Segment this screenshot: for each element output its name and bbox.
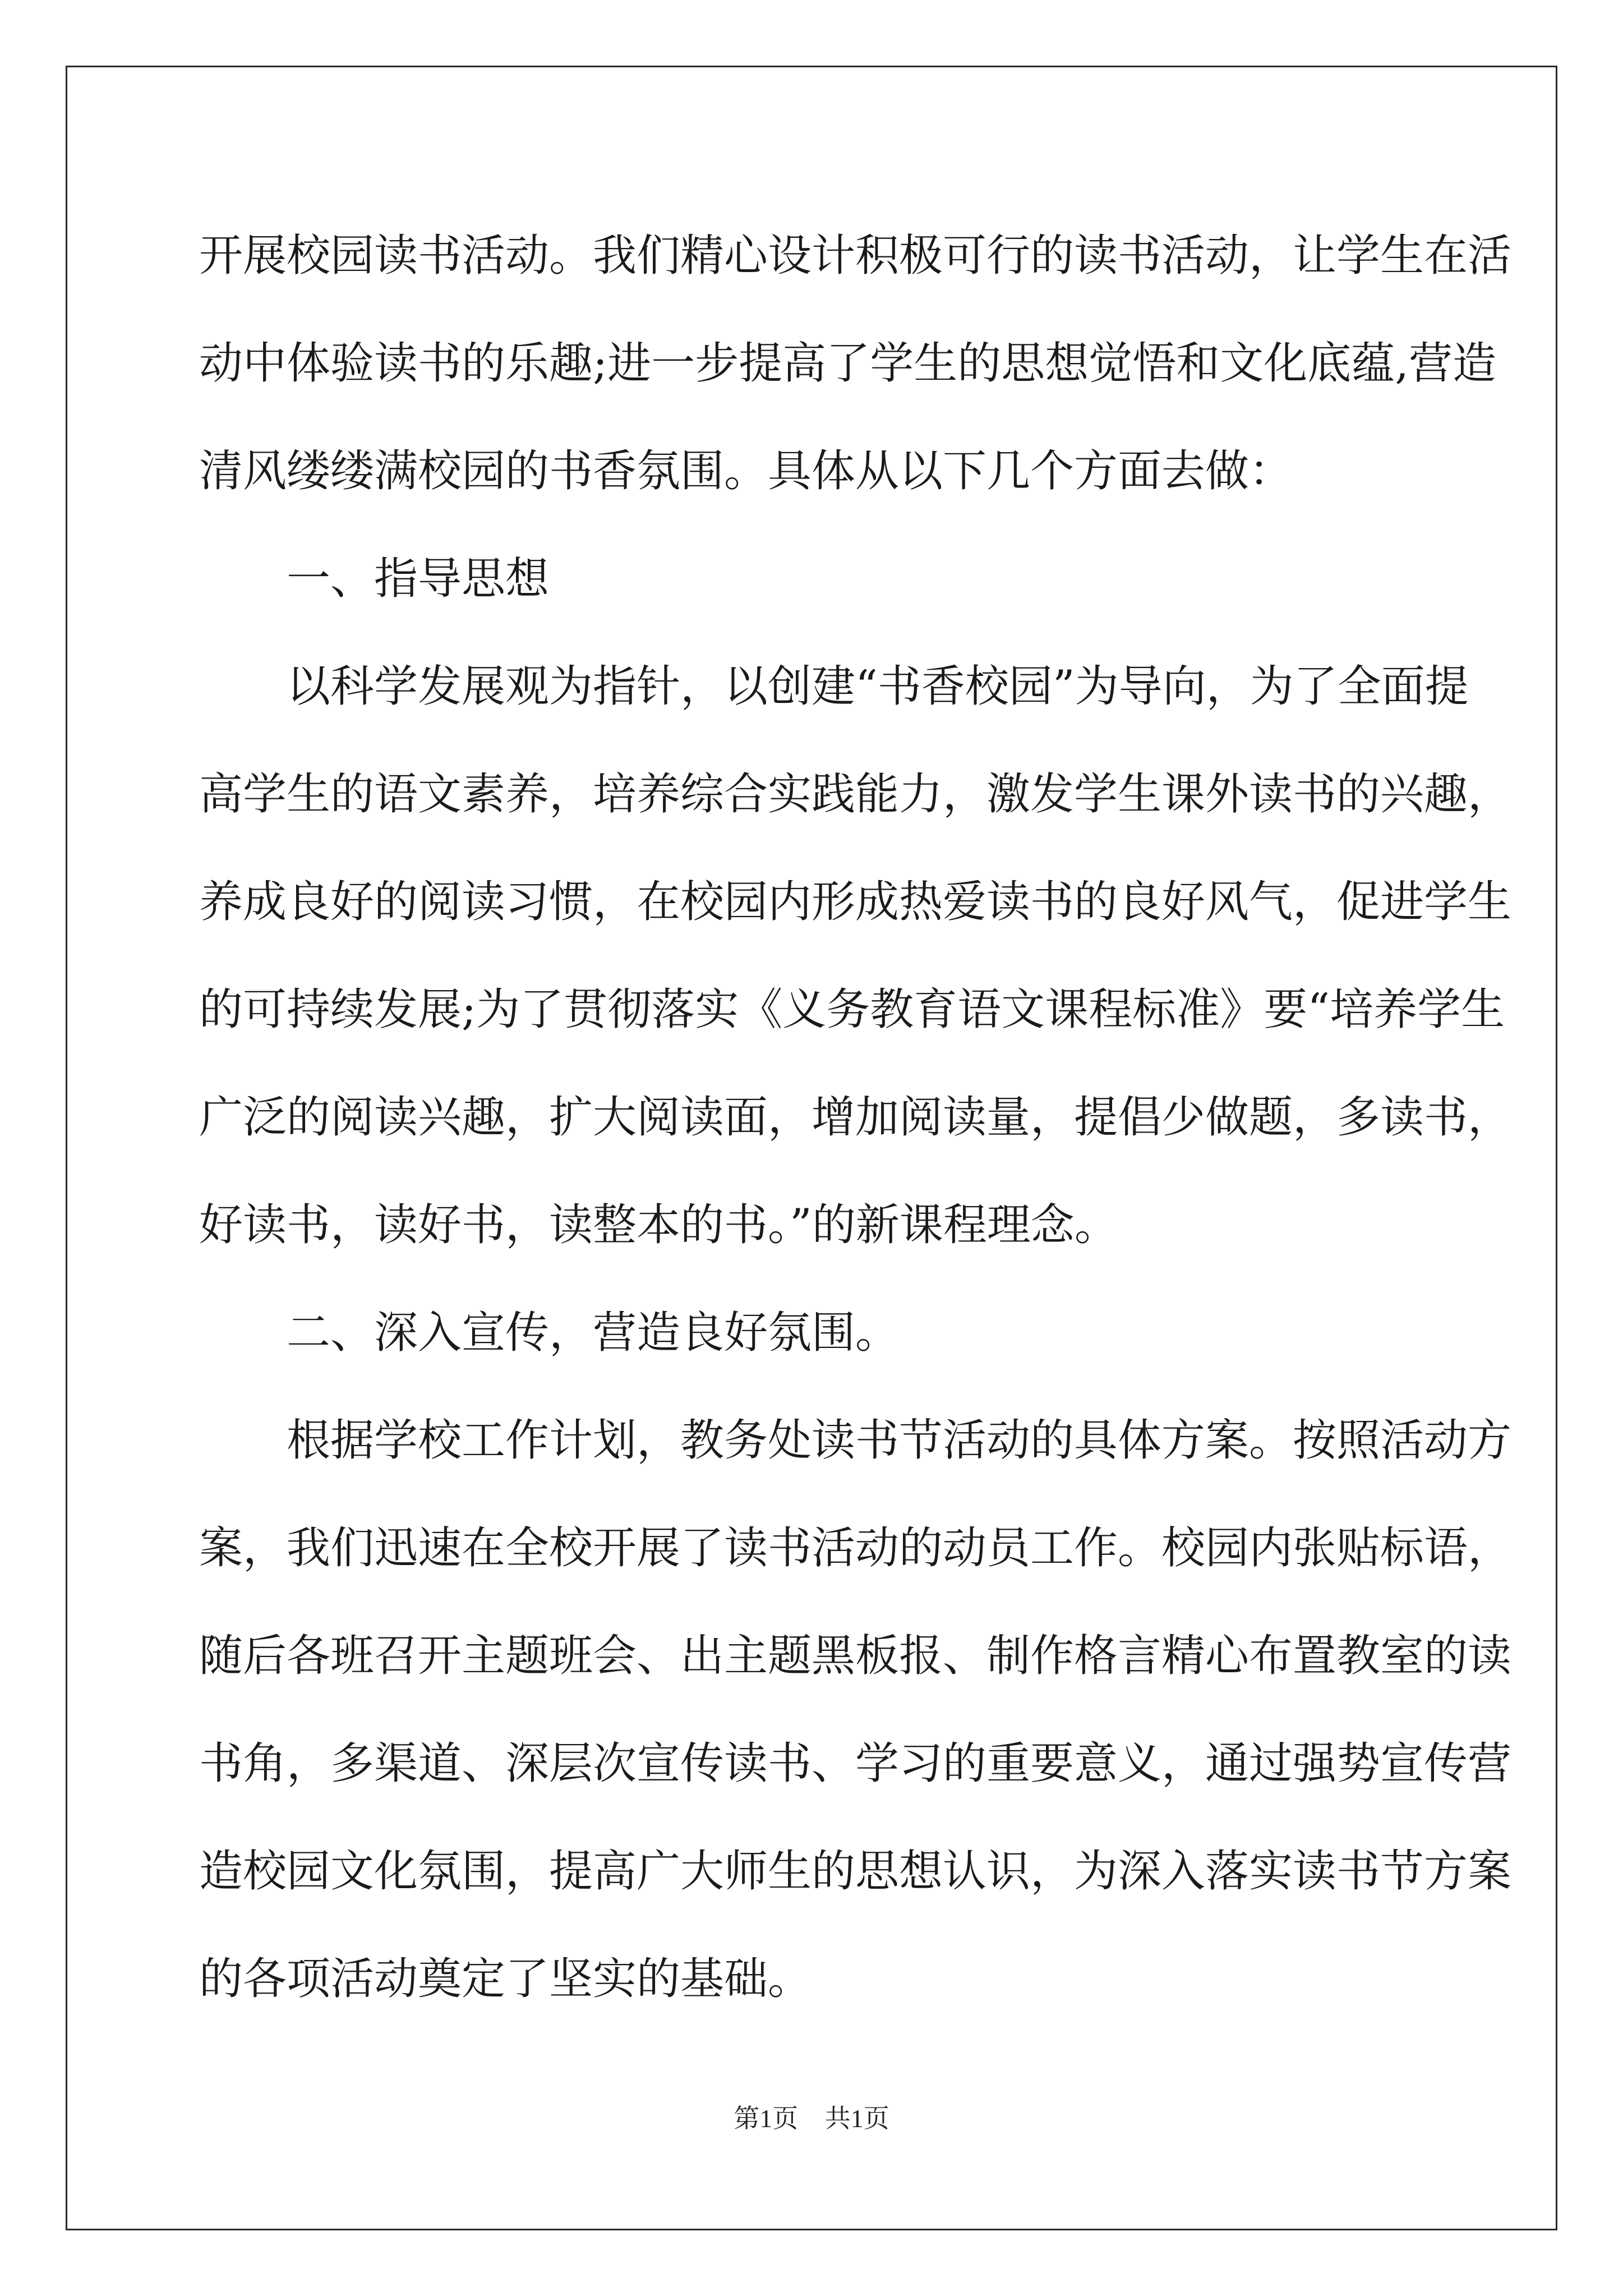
page-count: 共1页 [824,2104,889,2133]
heading-text: 二、深入宣传，营造良好氛围。 [287,1308,900,1358]
text-line: 养成良好的阅读习惯，在校园内形成热爱读书的良好风气，促进学生 [199,877,1512,927]
page-footer [0,2098,1623,2135]
text-line: 以科学发展观为指针，以创建“书香校园”为导向，为了全面提 [287,661,1469,712]
text-line: 的各项活动奠定了坚实的基础。 [199,1954,812,2004]
text-line: 根据学校工作计划，教务处读书节活动的具体方案。按照活动方 [287,1415,1512,1466]
text-line: 高学生的语文素养，培养综合实践能力，激发学生课外读书的兴趣， [199,769,1512,820]
section-heading-guiding-thought [199,525,1433,633]
text-line: 广泛的阅读兴趣，扩大阅读面，增加阅读量，提倡少做题，多读书， [199,1092,1512,1143]
text-line: 开展校园读书活动。我们精心设计积极可行的读书活动，让学生在活 [199,231,1512,281]
page-number: 第1页 [734,2104,799,2133]
text-line: 案，我们迅速在全校开展了读书活动的动员工作。校园内张贴标语， [199,1523,1512,1573]
paragraph-publicity [199,1387,1512,2033]
section-heading-publicity [199,1279,1433,1387]
text-line: 随后各班召开主题班会、出主题黑板报、制作格言精心布置教室的读 [199,1631,1512,1681]
heading-text: 一、指导思想 [287,554,550,604]
paragraph-intro [199,202,1512,525]
document-body [199,202,1512,2033]
text-line: 造校园文化氛围，提高广大师生的思想认识，为深入落实读书节方案 [199,1846,1512,1897]
text-line: 好读书，读好书，读整本的书。”的新课程理念。 [199,1200,1118,1250]
paragraph-guiding-thought [199,633,1512,1279]
text-line: 清风缕缕满校园的书香氛围。具体从以下几个方面去做： [199,446,1293,496]
text-line: 的可持续发展;为了贯彻落实《义务教育语文课程标准》要“培养学生 [199,984,1505,1035]
text-line: 动中体验读书的乐趣;进一步提高了学生的思想觉悟和文化底蕴,营造 [199,338,1497,389]
text-line: 书角，多渠道、深层次宣传读书、学习的重要意义，通过强势宣传营 [199,1738,1512,1789]
